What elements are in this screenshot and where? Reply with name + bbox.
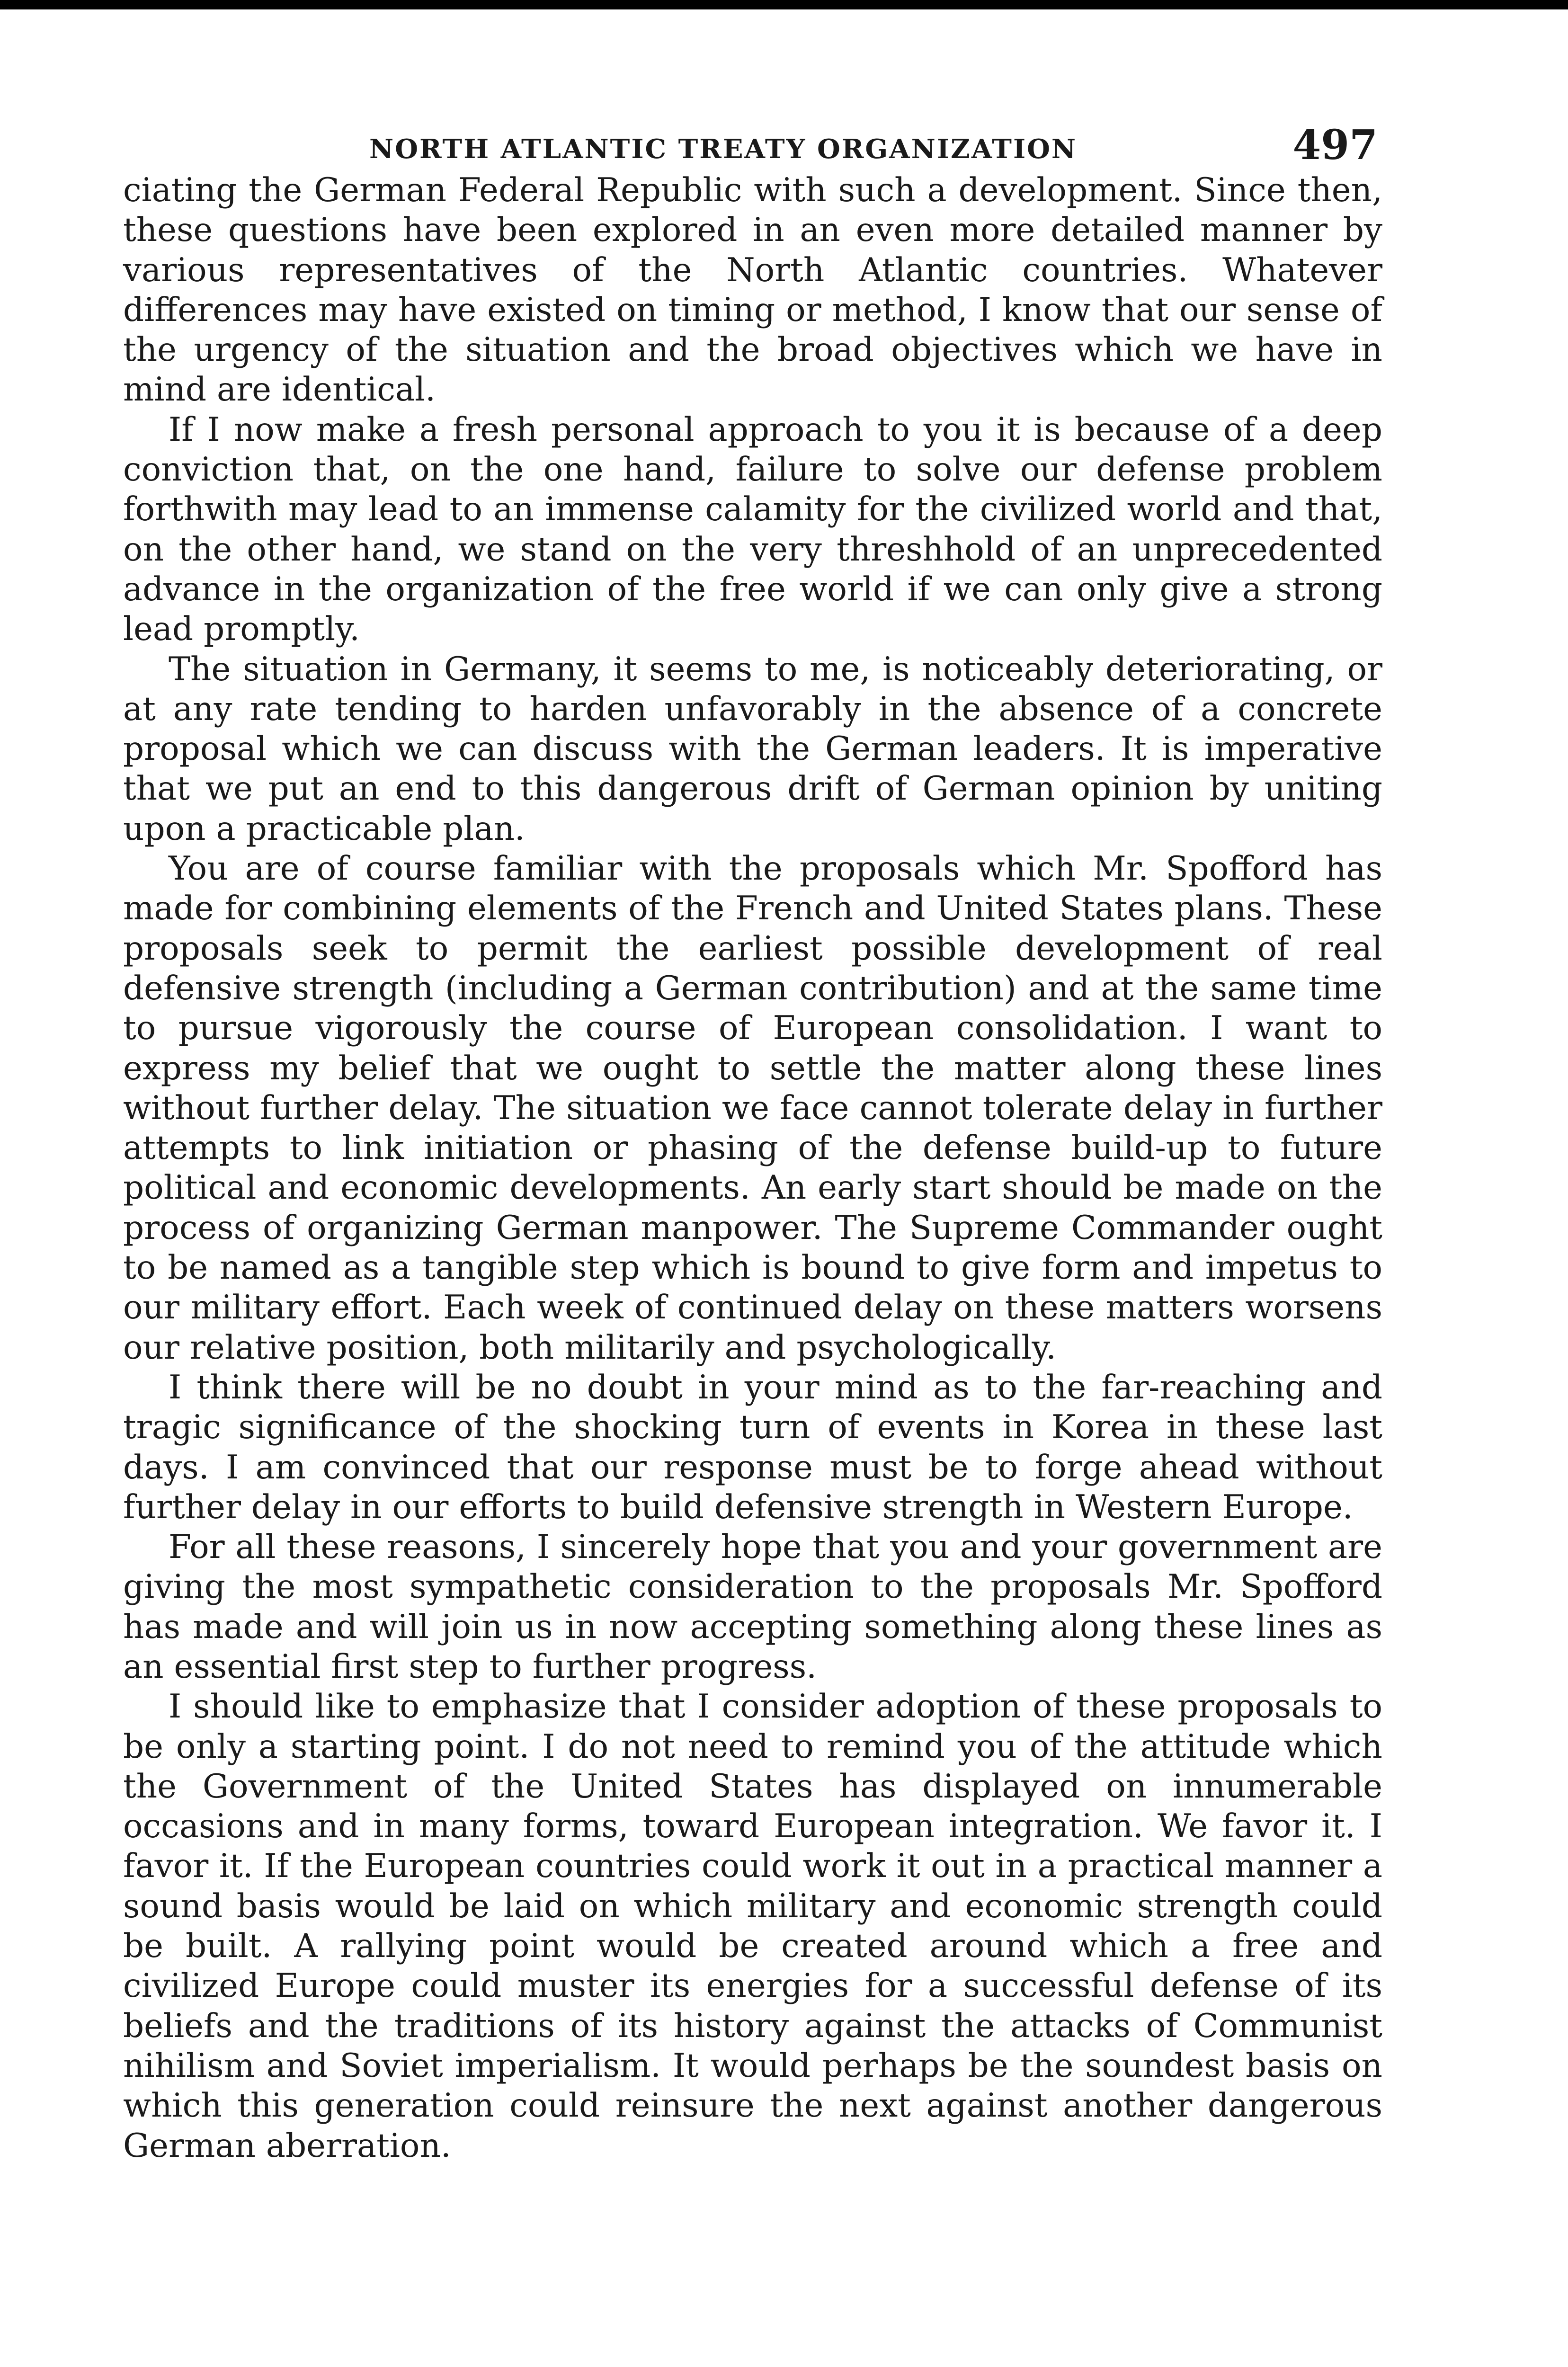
paragraph-1: ciating the German Federal Republic with such a development. Since then, these questions have been explored in an even more detailed manner by various representatives of the North Atlantic countries. Whatever differences may have existed on timing or method, I know that our sense of the urgency of the situation and the broad objectives which we have in mind are identical.	[123, 171, 1382, 409]
paragraph-4: You are of course familiar with the proposals which Mr. Spofford has made for combining elements of the French and United States plans. These proposals seek to permit the earliest possible development of real defensive strength (including a German contribution) and at the same time to pursue vigorously the course of European consolidation. I want to express my belief that we ought to settle the matter along these lines without further delay. The situation we face cannot tolerate delay in further attempts to link initiation or phasing of the defense build-up to future political and economic developments. An early start should be made on the process of organizing German manpower. The Supreme Commander ought to be named as a tangible step which is bound to give form and impetus to our military effort. Each week of continued delay on these matters worsens our relative position, both militarily and psychologically.	[123, 850, 1382, 1367]
paragraph-3: The situation in Germany, it seems to me, is noticeably deteriorating, or at any rate tending to harden unfavorably in the absence of a concrete proposal which we can discuss with the German leaders. It is imperative that we put an end to this dangerous drift of German opinion by uniting upon a practicable plan.	[123, 650, 1382, 848]
running-head	[123, 109, 1382, 170]
running-title: NORTH ATLANTIC TREATY ORGANIZATION	[369, 133, 1078, 165]
paragraph-7: I should like to emphasize that I consider adoption of these proposals to be only a starting point. I do not need to remind you of the attitude which the Government of the United States has displayed on innumerable occasions and in many forms, toward European integration. We favor it. I favor it. If the European countries could work it out in a practical manner a sound basis would be laid on which military and economic strength could be built. A rallying point would be created around which a free and civilized Europe could muster its energies for a successful defense of its beliefs and the traditions of its history against the attacks of Communist nihilism and Soviet imperialism. It would perhaps be the soundest basis on which this generation could reinsure the next against another dangerous German aberration.	[123, 1688, 1382, 2165]
page-number: 497	[1292, 121, 1378, 169]
paragraph-6: For all these reasons, I sincerely hope that you and your government are giving the most sympathetic consideration to the proposals Mr. Spofford has made and will join us in now accepting something along these lines as an essential first step to further progress.	[123, 1528, 1382, 1686]
paragraph-5: I think there will be no doubt in your mind as to the far-reaching and tragic significance of the shocking turn of events in Korea in these last days. I am convinced that our response must be to forge ahead without further delay in our efforts to build defensive strength in Western Europe.	[123, 1368, 1382, 1526]
document-page	[123, 109, 1382, 2166]
top-border-rule	[0, 0, 1568, 9]
paragraph-2: If I now make a fresh personal approach to you it is because of a deep conviction that, on the one hand, failure to solve our defense problem forthwith may lead to an immense calamity for the civilized world and that, on the other hand, we stand on the very threshhold of an unprecedented advance in the organization of the free world if we can only give a strong lead promptly.	[123, 410, 1382, 649]
body-text	[123, 170, 1382, 2166]
